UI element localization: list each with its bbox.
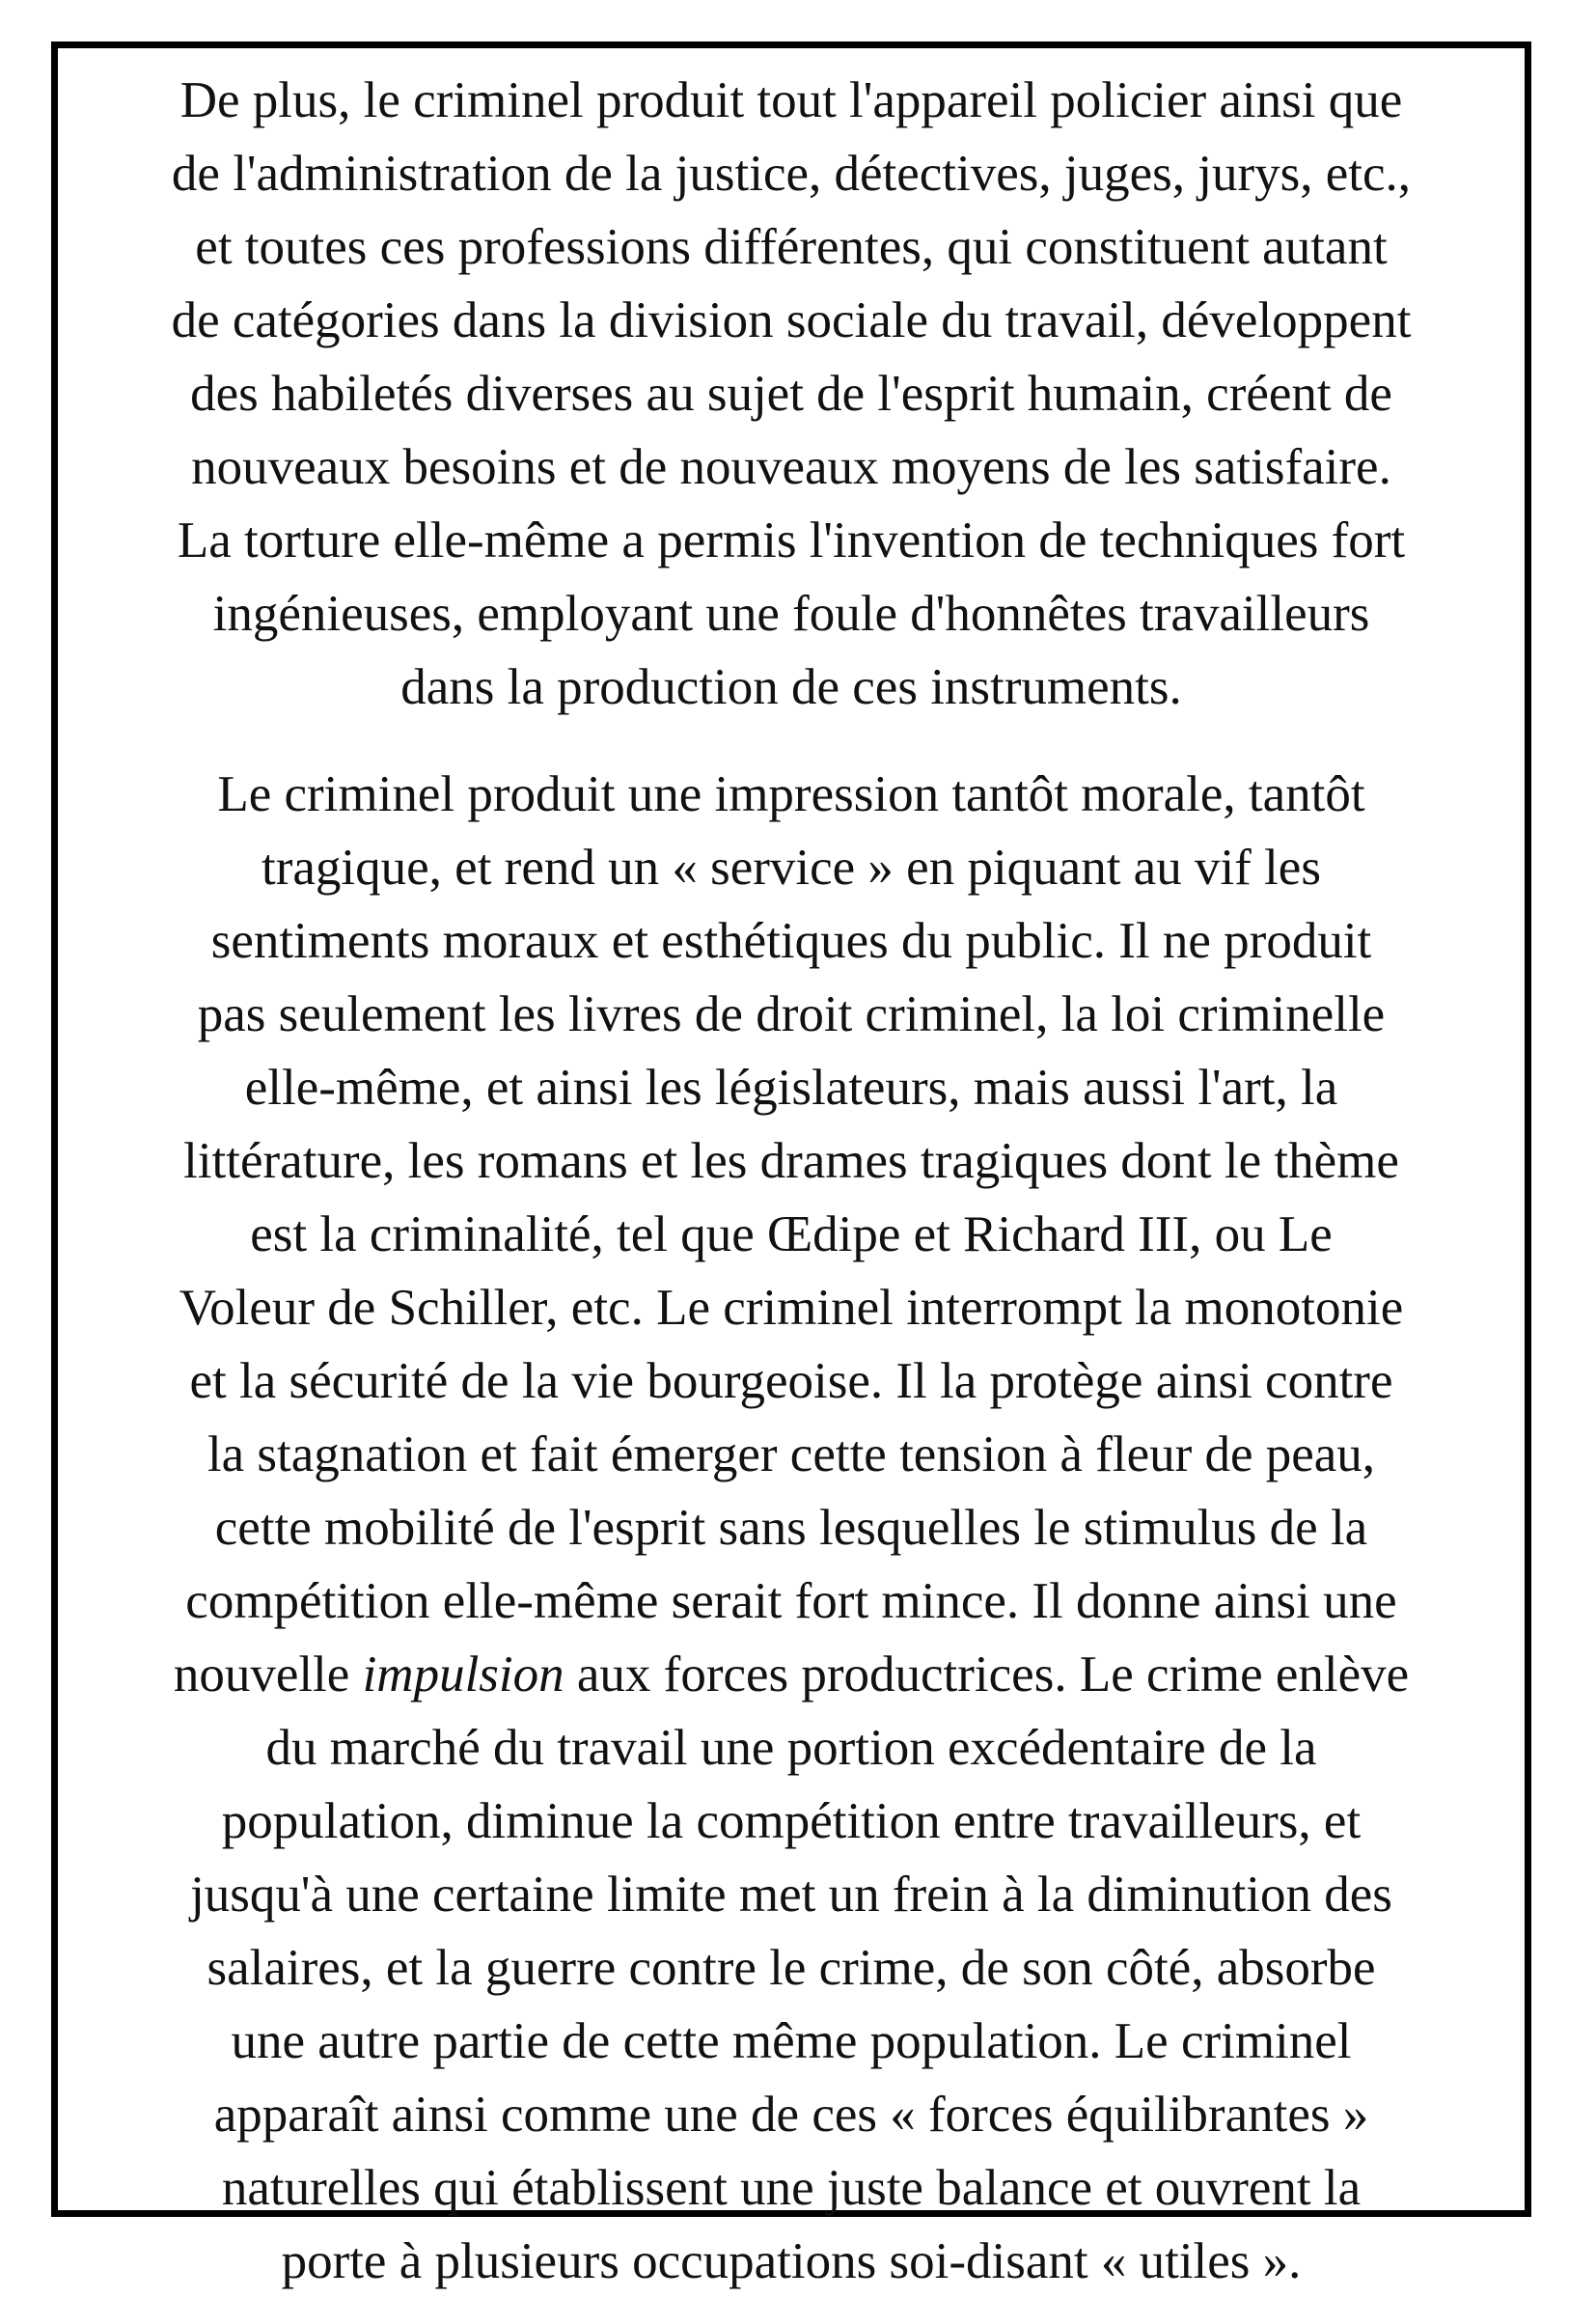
paragraph-2 (58, 758, 1525, 2298)
paragraph-spacer (58, 724, 1525, 758)
text-line: sentiments moraux et esthétiques du public. Il ne produit (210, 913, 1372, 969)
text-line-with-italic (58, 1638, 1525, 1711)
text-line: naturelles qui établissent une juste balance et ouvrent la (221, 2160, 1362, 2216)
text-line: De plus, le criminel produit tout l'appareil policier ainsi que (179, 72, 1403, 128)
text-line: population, diminue la compétition entre travailleurs, et (221, 1793, 1362, 1849)
text-segment: aux forces productrices. Le crime enlève (564, 1647, 1410, 1703)
text-line: une autre partie de cette même population. Le criminel (231, 2013, 1352, 2069)
text-line: compétition elle-même serait fort mince. Il donne ainsi une (185, 1573, 1397, 1629)
text-line: elle-même, et ainsi les législateurs, mais aussi l'art, la (244, 1060, 1338, 1116)
document-body (58, 64, 1525, 2298)
text-line: La torture elle-même a permis l'invention de techniques fort (177, 512, 1406, 568)
text-line: tragique, et rend un « service » en piquant au vif les (261, 840, 1321, 896)
text-line: dans la production de ces instruments. (400, 659, 1182, 715)
text-line: apparaît ainsi comme une de ces « forces équilibrantes » (213, 2087, 1369, 2143)
text-line: et la sécurité de la vie bourgeoise. Il la protège ainsi contre (189, 1353, 1393, 1409)
text-line: des habiletés diverses au sujet de l'esprit humain, créent de (190, 366, 1392, 422)
text-line: porte à plusieurs occupations soi-disant « utiles ». (281, 2233, 1302, 2289)
text-line: pas seulement les livres de droit criminel, la loi criminelle (197, 986, 1386, 1042)
text-line: nouveaux besoins et de nouveaux moyens de les satisfaire. (191, 439, 1391, 495)
paragraph-1 (58, 64, 1525, 724)
text-line: est la criminalité, tel que Œdipe et Richard III, ou Le (250, 1206, 1333, 1262)
italic-emphasis: impulsion (362, 1647, 564, 1703)
text-line: littérature, les romans et les drames tragiques dont le thème (183, 1133, 1399, 1189)
text-line: Le criminel produit une impression tantôt morale, tantôt (217, 766, 1365, 822)
text-line: et toutes ces professions différentes, qui constituent autant (195, 219, 1388, 275)
text-line: du marché du travail une portion excédentaire de la (265, 1720, 1317, 1776)
text-line: Voleur de Schiller, etc. Le criminel interrompt la monotonie (179, 1280, 1404, 1336)
text-line: de catégories dans la division sociale du travail, développent (171, 292, 1412, 348)
page-border-frame (51, 42, 1531, 2289)
text-line: de l'administration de la justice, détectives, juges, jurys, etc., (171, 146, 1412, 202)
text-line: jusqu'à une certaine limite met un frein à la diminution des (190, 1867, 1392, 1923)
text-line: cette mobilité de l'esprit sans lesquelles le stimulus de la (214, 1500, 1368, 1556)
text-line: ingénieuses, employant une foule d'honnêtes travailleurs (212, 586, 1370, 642)
text-segment: nouvelle (173, 1647, 363, 1703)
text-line: salaires, et la guerre contre le crime, de son côté, absorbe (206, 1940, 1376, 1996)
text-line: la stagnation et fait émerger cette tension à fleur de peau, (206, 1426, 1376, 1482)
